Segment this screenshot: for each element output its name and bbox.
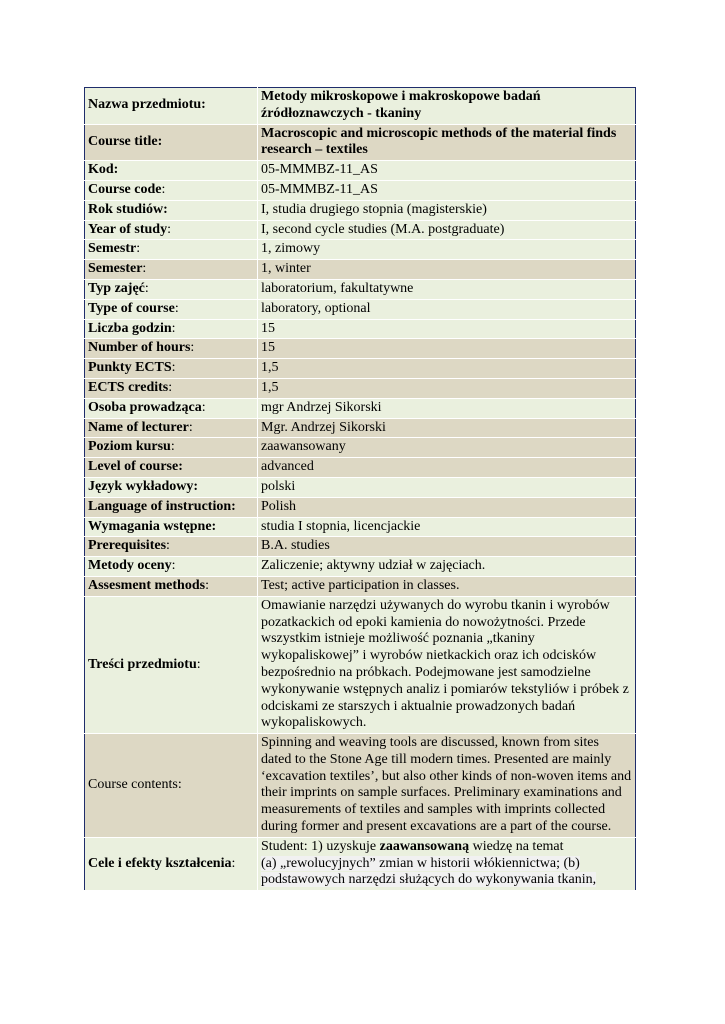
field-value: Omawianie narzędzi używanych do wyrobu tkanin i wyrobów pozatkackich od epoki kamienia do nowożytności. Przede wszystkim istnieje możliwość poznania „tkaniny wykopaliskowej” i wyrobów nietkackich oraz ich odcisków bezpośrednio na próbkach. Podejmowane jest samodzielne wykonywanie wstępnych analiz i pomiarów tekstyliów i próbek z odciskami ze starszych i aktualnie prowadzonych badań wykopaliskowych. <box>261 597 629 731</box>
field-value: 1,5 <box>261 360 279 376</box>
table-row <box>85 240 636 260</box>
table-row <box>85 398 636 418</box>
field-value: advanced <box>261 459 314 475</box>
field-label-cell <box>85 88 258 125</box>
table-row <box>85 576 636 596</box>
field-value: 1, winter <box>261 261 311 277</box>
field-label: Typ zajęć <box>88 280 145 296</box>
field-value-cell <box>258 438 636 458</box>
table-row <box>85 161 636 181</box>
field-label: Course contents <box>88 777 178 793</box>
field-label: Rok studiów: <box>88 201 168 217</box>
field-label: Language of instruction: <box>88 498 236 514</box>
field-label-cell <box>85 596 258 733</box>
field-label-cell <box>85 240 258 260</box>
field-label-cell <box>85 734 258 838</box>
field-label-cell <box>85 477 258 497</box>
field-label-colon: : <box>196 656 201 672</box>
field-label-cell <box>85 438 258 458</box>
field-value-cell <box>258 220 636 240</box>
field-value-cell <box>258 477 636 497</box>
table-row <box>85 378 636 398</box>
table-row <box>85 458 636 478</box>
field-label: Semester <box>88 261 143 277</box>
field-label-cell <box>85 299 258 319</box>
field-label-colon: : <box>170 439 175 455</box>
table-row <box>85 88 636 125</box>
field-value-cell <box>258 240 636 260</box>
field-label: Nazwa przedmiotu: <box>88 97 206 113</box>
field-label: Poziom kursu <box>88 439 171 455</box>
field-value-cell <box>258 279 636 299</box>
table-row <box>85 260 636 280</box>
field-label: Język wykładowy: <box>88 478 199 494</box>
field-value-cell <box>258 339 636 359</box>
field-label-cell <box>85 180 258 200</box>
table-row <box>85 180 636 200</box>
field-label-cell <box>85 339 258 359</box>
field-label-cell <box>85 497 258 517</box>
field-value-cell <box>258 359 636 379</box>
field-label-cell <box>85 319 258 339</box>
table-row <box>85 200 636 220</box>
field-value-cell <box>258 418 636 438</box>
field-label-cell <box>85 124 258 161</box>
field-label-cell <box>85 161 258 181</box>
field-label: Assesment methods <box>88 577 206 593</box>
field-label-colon: : <box>168 379 173 395</box>
table-row <box>85 537 636 557</box>
field-label-colon: : <box>171 320 176 336</box>
field-label-cell <box>85 359 258 379</box>
field-value: Spinning and weaving tools are discussed, known from sites dated to the Stone Age till modern times. Presented are mainly ‘excavation textiles’, but also other kinds of non-woven items and their imprints on sample surfaces. Preliminary examinations and measurements of textiles and samples with imprints collected during former and present excavations are a part of the course. <box>261 735 632 835</box>
field-label-colon: : <box>174 300 179 316</box>
field-value-cell <box>258 734 636 838</box>
field-label: Liczba godzin <box>88 320 172 336</box>
table-row <box>85 596 636 733</box>
table-row <box>85 319 636 339</box>
field-label-colon: : <box>201 399 206 415</box>
field-label-cell <box>85 576 258 596</box>
field-value-cell <box>258 458 636 478</box>
field-label: Cele i efekty kształcenia <box>88 855 232 871</box>
table-row <box>85 837 636 890</box>
field-label-colon: : <box>190 340 195 356</box>
field-value-cell <box>258 537 636 557</box>
field-label-colon: : <box>188 419 193 435</box>
field-value: Mgr. Andrzej Sikorski <box>261 419 386 435</box>
field-value-cell <box>258 200 636 220</box>
field-value: Zaliczenie; aktywny udział w zajęciach. <box>261 558 486 574</box>
field-label-cell <box>85 517 258 537</box>
field-label: Semestr <box>88 241 137 257</box>
field-label-cell <box>85 537 258 557</box>
field-value: laboratory, optional <box>261 300 371 316</box>
field-value: Macroscopic and microscopic methods of the material finds research – textiles <box>261 125 617 158</box>
field-value-cell <box>258 497 636 517</box>
syllabus-rows <box>85 88 636 891</box>
field-value: 05-MMMBZ-11_AS <box>261 181 378 197</box>
field-value: 1, zimowy <box>261 241 321 257</box>
field-value-cell <box>258 161 636 181</box>
field-value <box>261 839 596 888</box>
field-value-continuation: (a) „rewolucyjnych” zmian w historii włókiennictwa; (b) podstawowych narzędzi służących do wykonywania tkanin, <box>261 855 597 888</box>
table-row <box>85 418 636 438</box>
field-label-colon: : <box>136 241 141 257</box>
field-value-cell <box>258 299 636 319</box>
field-value: zaawansowany <box>261 439 346 455</box>
field-label: Wymagania wstępne: <box>88 518 217 534</box>
field-value: studia I stopnia, licencjackie <box>261 518 421 534</box>
field-label-colon: : <box>161 181 166 197</box>
field-value: 15 <box>261 340 275 356</box>
field-label: Level of course: <box>88 459 183 475</box>
field-value-cell <box>258 124 636 161</box>
field-label-cell <box>85 200 258 220</box>
field-value-cell <box>258 319 636 339</box>
field-label: Course code <box>88 181 162 197</box>
field-value-cell <box>258 260 636 280</box>
field-label-colon: : <box>166 538 170 554</box>
field-label-colon: : <box>171 360 176 376</box>
field-label-cell <box>85 458 258 478</box>
field-value-cell <box>258 837 636 890</box>
table-row <box>85 517 636 537</box>
field-value: mgr Andrzej Sikorski <box>261 399 382 415</box>
table-row <box>85 477 636 497</box>
field-value-cell <box>258 517 636 537</box>
table-row <box>85 279 636 299</box>
field-label-colon: : <box>205 577 209 593</box>
field-label-cell <box>85 220 258 240</box>
table-row <box>85 299 636 319</box>
field-value: 05-MMMBZ-11_AS <box>261 162 378 178</box>
table-row <box>85 220 636 240</box>
field-value-cell <box>258 576 636 596</box>
field-label: Osoba prowadząca <box>88 399 202 415</box>
field-value: Test; active participation in classes. <box>261 577 460 593</box>
field-value-text: Student: 1) uzyskuje <box>261 838 380 854</box>
field-label: Prerequisites <box>88 538 167 554</box>
field-label-cell <box>85 260 258 280</box>
field-label: Kod: <box>88 162 119 178</box>
field-label-cell <box>85 837 258 890</box>
field-label: ECTS credits <box>88 379 169 395</box>
field-label: Treści przedmiotu <box>88 656 197 672</box>
field-label-cell <box>85 279 258 299</box>
table-row <box>85 124 636 161</box>
field-value-cell <box>258 88 636 125</box>
field-label-colon: : <box>171 558 176 574</box>
field-value: I, studia drugiego stopnia (magisterskie) <box>261 201 487 217</box>
field-value-cell <box>258 596 636 733</box>
field-label: Year of study <box>88 221 168 237</box>
field-value: 1,5 <box>261 379 279 395</box>
field-value-cell <box>258 398 636 418</box>
table-row <box>85 359 636 379</box>
field-label-cell <box>85 378 258 398</box>
field-label: Punkty ECTS <box>88 360 172 376</box>
field-value-cell <box>258 378 636 398</box>
field-value: 15 <box>261 320 275 336</box>
field-label-colon: : <box>167 221 171 237</box>
field-label: Name of lecturer <box>88 419 189 435</box>
field-label: Number of hours <box>88 340 191 356</box>
table-row <box>85 734 636 838</box>
field-value: Metody mikroskopowe i makroskopowe badań źródłoznawczych - tkaniny <box>261 89 541 121</box>
field-value-emphasis: zaawansowaną <box>379 838 470 854</box>
field-label-cell <box>85 398 258 418</box>
table-row <box>85 339 636 359</box>
field-label: Course title: <box>88 133 163 149</box>
field-label-cell <box>85 418 258 438</box>
table-row <box>85 557 636 577</box>
table-row <box>85 497 636 517</box>
field-label: Type of course <box>88 300 175 316</box>
field-label-colon: : <box>231 855 236 871</box>
field-value: laboratorium, fakultatywne <box>261 280 414 296</box>
field-label-colon: : <box>177 777 182 793</box>
field-label: Metody oceny <box>88 558 172 574</box>
field-value-cell <box>258 180 636 200</box>
field-value: Polish <box>261 498 297 514</box>
field-label-cell <box>85 557 258 577</box>
field-label-colon: : <box>142 261 147 277</box>
field-label-colon: : <box>144 280 149 296</box>
table-row <box>85 438 636 458</box>
field-value-cell <box>258 557 636 577</box>
field-value: B.A. studies <box>261 538 330 554</box>
course-syllabus-table <box>84 87 636 891</box>
field-value-text: wiedzę na temat <box>469 838 564 854</box>
field-value: polski <box>261 478 296 494</box>
field-value: I, second cycle studies (M.A. postgraduate) <box>261 221 505 237</box>
